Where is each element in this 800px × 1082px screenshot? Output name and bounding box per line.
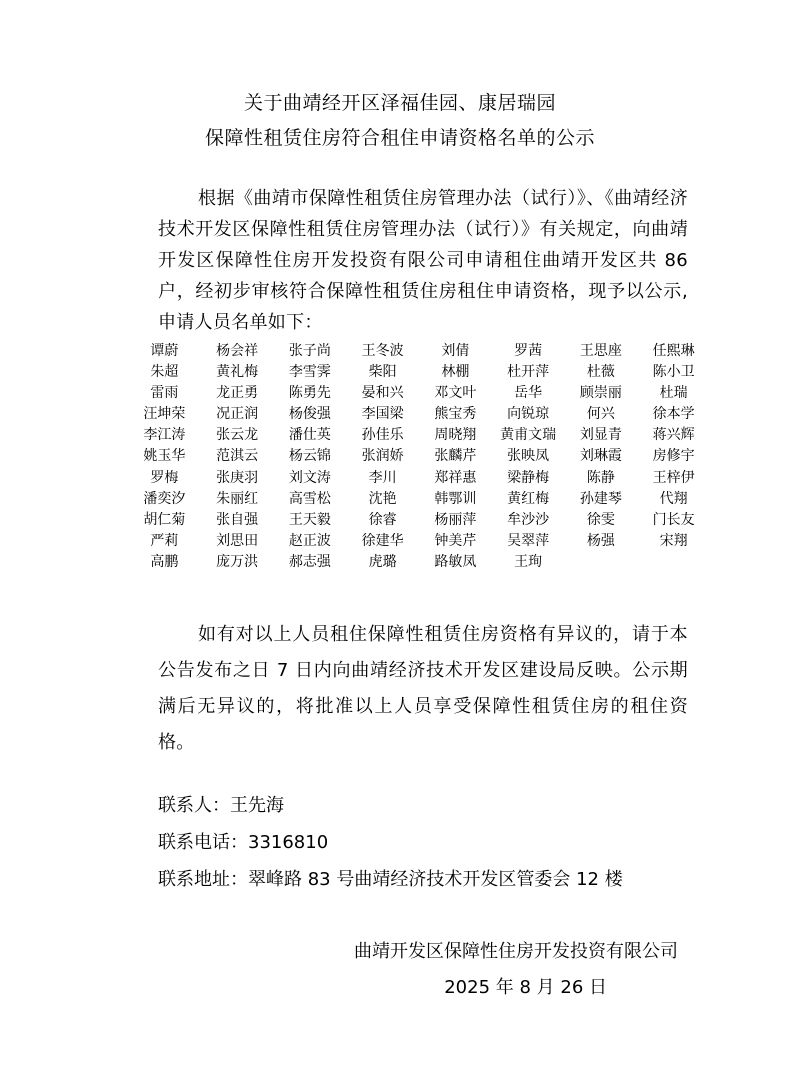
applicant-name: 刘文涛 bbox=[288, 469, 331, 486]
applicant-name: 郑祥惠 bbox=[434, 469, 477, 486]
applicant-name: 胡仁菊 bbox=[143, 511, 186, 528]
applicant-name: 张云龙 bbox=[216, 427, 259, 444]
applicant-name: 徐本学 bbox=[652, 406, 695, 423]
applicant-name: 黄红梅 bbox=[507, 490, 550, 507]
applicant-name: 钟美芹 bbox=[434, 532, 477, 549]
applicant-name: 刘显青 bbox=[579, 427, 622, 444]
document-title-line-1: 关于曲靖经开区泽福佳园、康居瑞园 bbox=[243, 92, 556, 114]
applicant-name: 杨云锦 bbox=[288, 448, 331, 465]
applicant-name: 任熙琳 bbox=[652, 343, 695, 359]
applicant-name: 庞万洪 bbox=[216, 553, 259, 570]
applicant-name-list bbox=[128, 341, 710, 573]
applicant-name: 赵正波 bbox=[288, 532, 331, 549]
applicant-name: 王天毅 bbox=[288, 511, 331, 528]
applicant-name: 王冬波 bbox=[361, 343, 404, 359]
applicant-name: 张庚羽 bbox=[216, 469, 259, 486]
issuer-signature: 曲靖开发区保障性住房开发投资有限公司 bbox=[354, 941, 678, 962]
applicant-name: 周晓翔 bbox=[434, 427, 477, 444]
applicant-name: 陈勇先 bbox=[288, 385, 331, 402]
applicant-name: 况正润 bbox=[216, 406, 259, 423]
applicant-name: 严莉 bbox=[150, 532, 179, 549]
applicant-name: 范淇云 bbox=[216, 448, 259, 465]
applicant-name: 沈艳 bbox=[368, 490, 397, 507]
applicant-name: 杨会祥 bbox=[216, 343, 259, 359]
applicant-name: 汪坤荣 bbox=[143, 406, 186, 423]
applicant-name: 姚玉华 bbox=[143, 448, 186, 465]
applicant-name: 郝志强 bbox=[288, 553, 331, 570]
applicant-name: 李国梁 bbox=[361, 406, 404, 423]
document-title-line-2: 保障性租赁住房符合租住申请资格名单的公示 bbox=[204, 127, 595, 149]
applicant-name: 晏和兴 bbox=[361, 385, 404, 402]
applicant-name: 高鹏 bbox=[150, 553, 179, 570]
applicant-name: 杜瑞 bbox=[659, 385, 688, 402]
applicant-name: 张自强 bbox=[216, 511, 259, 528]
applicant-name: 王思座 bbox=[579, 343, 622, 359]
applicant-name: 房修宇 bbox=[652, 448, 695, 465]
applicant-name: 熊宝秀 bbox=[434, 406, 477, 423]
applicant-name: 张子尚 bbox=[288, 343, 331, 359]
issue-date: 2025 年 8 月 26 日 bbox=[444, 977, 607, 998]
applicant-name: 杜薇 bbox=[586, 364, 615, 381]
applicant-name: 徐睿 bbox=[368, 511, 397, 528]
applicant-name: 林棚 bbox=[441, 364, 470, 381]
applicant-name: 杜开萍 bbox=[507, 364, 550, 381]
applicant-name: 张麟芹 bbox=[434, 448, 477, 465]
applicant-name: 宋翔 bbox=[659, 532, 688, 549]
applicant-name: 柴阳 bbox=[368, 364, 397, 381]
applicant-name: 韩鄂训 bbox=[434, 490, 477, 507]
applicant-name: 向锐琼 bbox=[507, 406, 550, 423]
applicant-name: 蒋兴辉 bbox=[652, 427, 695, 444]
applicant-name: 刘思田 bbox=[216, 532, 259, 549]
applicant-name: 王珣 bbox=[514, 553, 543, 570]
applicant-name: 王梓伊 bbox=[652, 469, 695, 486]
applicant-name: 李江涛 bbox=[143, 427, 186, 444]
applicant-name: 罗梅 bbox=[150, 469, 179, 486]
applicant-name: 刘琳霞 bbox=[579, 448, 622, 465]
applicant-name: 杨强 bbox=[586, 532, 615, 549]
applicant-name: 李雪霁 bbox=[288, 364, 331, 381]
applicant-name: 虎璐 bbox=[368, 553, 397, 570]
applicant-name: 徐建华 bbox=[361, 532, 404, 549]
applicant-name: 杨俊强 bbox=[288, 406, 331, 423]
applicant-name: 朱超 bbox=[150, 364, 179, 381]
applicant-name: 陈静 bbox=[586, 469, 615, 486]
applicant-name: 路敏凤 bbox=[434, 553, 477, 570]
applicant-name: 陈小卫 bbox=[652, 364, 695, 381]
contact-phone: 联系电话：3316810 bbox=[158, 832, 329, 853]
applicant-name: 刘倩 bbox=[441, 343, 470, 359]
applicant-name: 孙建琴 bbox=[579, 490, 622, 507]
applicant-name: 张润娇 bbox=[361, 448, 404, 465]
contact-person: 联系人：王先海 bbox=[158, 795, 284, 816]
intro-paragraph: 根据《曲靖市保障性租赁住房管理办法（试行）》、《曲靖经济技术开发区保障性租赁住房管理办法（试行）》有关规定，向曲靖开发区保障性住房开发投资有限公司申请租住曲靖开发区共 86 户，经初步审核符合保障性租赁住房租住申请资格，现予以公示,申请人员名单如下： bbox=[158, 188, 688, 333]
applicant-name: 潘奕汐 bbox=[143, 490, 186, 507]
applicant-name: 朱丽红 bbox=[216, 490, 259, 507]
contact-address: 联系地址：翠峰路 83 号曲靖经济技术开发区管委会 12 楼 bbox=[158, 869, 623, 890]
applicant-name: 岳华 bbox=[514, 385, 543, 402]
applicant-name: 龙正勇 bbox=[216, 385, 259, 402]
applicant-name: 黄礼梅 bbox=[216, 364, 259, 381]
applicant-name: 潘仕英 bbox=[288, 427, 331, 444]
applicant-name: 何兴 bbox=[586, 406, 615, 423]
applicant-name: 张映凤 bbox=[507, 448, 550, 465]
applicant-name: 徐雯 bbox=[586, 511, 615, 528]
applicant-name: 罗茜 bbox=[514, 343, 543, 359]
applicant-name: 代翔 bbox=[659, 490, 688, 507]
applicant-name: 梁静梅 bbox=[507, 469, 550, 486]
applicant-name: 雷雨 bbox=[150, 385, 179, 402]
applicant-name: 杨丽萍 bbox=[434, 511, 477, 528]
applicant-name: 孙佳乐 bbox=[361, 427, 404, 444]
applicant-name: 邓文叶 bbox=[434, 385, 477, 402]
applicant-name: 顾崇丽 bbox=[579, 385, 622, 402]
applicant-name: 牟沙沙 bbox=[507, 511, 550, 528]
applicant-name: 门长友 bbox=[652, 511, 695, 528]
applicant-name: 谭蔚 bbox=[150, 343, 179, 359]
objection-paragraph: 如有对以上人员租住保障性租赁住房资格有异议的，请于本公告发布之日 7 日内向曲靖经济技术开发区建设局反映。公示期满后无异议的，将批准以上人员享受保障性租赁住房的租住资格。 bbox=[158, 624, 688, 753]
applicant-name: 高雪松 bbox=[288, 490, 331, 507]
applicant-name: 黄甫文瑞 bbox=[500, 427, 557, 444]
applicant-name: 吴翠萍 bbox=[507, 532, 550, 549]
applicant-name: 李川 bbox=[368, 469, 397, 486]
